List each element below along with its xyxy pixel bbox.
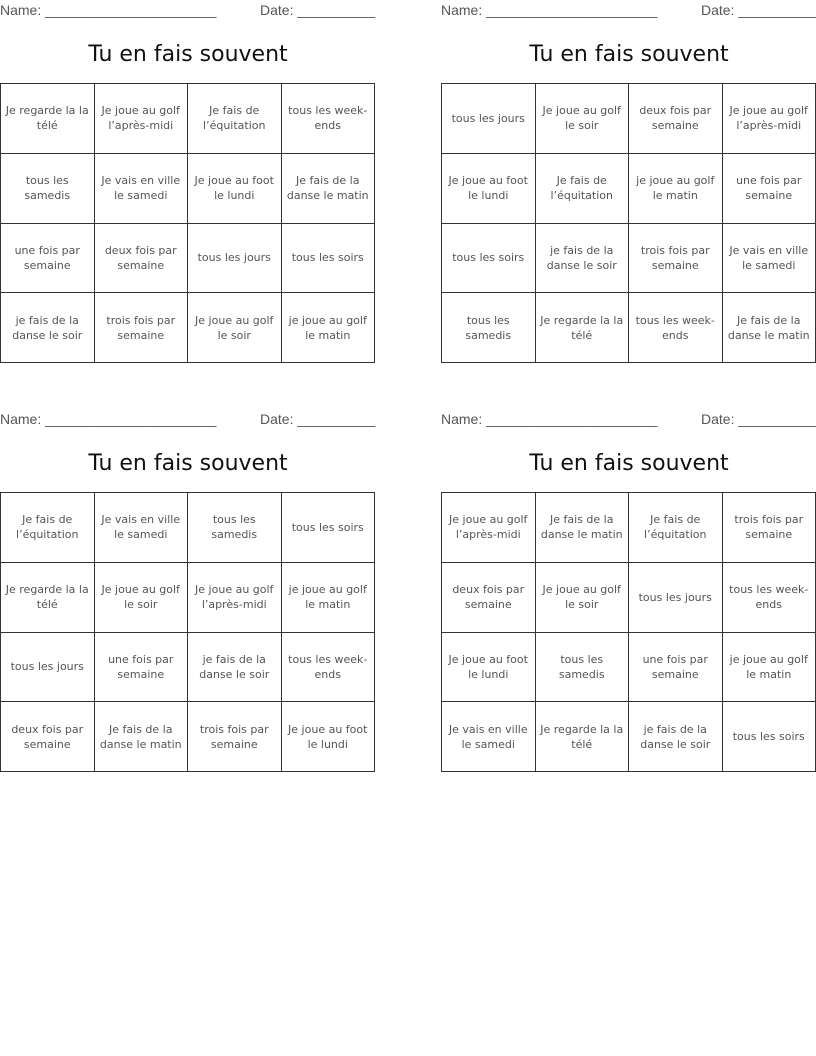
bingo-cell: je joue au golf le matin [282,563,376,633]
bingo-cell: Je joue au golf le soir [188,293,282,363]
bingo-cell: Je fais de la danse le matin [95,702,189,772]
bingo-cell: Je regarde la la télé [536,293,630,363]
bingo-cell: Je joue au golf l’après-midi [95,84,189,154]
card-title: Tu en fais souvent [529,451,729,476]
bingo-cell: Je joue au foot le lundi [442,154,536,224]
card-title: Tu en fais souvent [88,451,288,476]
bingo-cell: une fois par semaine [723,154,816,224]
bingo-cell: Je joue au golf le soir [95,563,189,633]
bingo-cell: tous les jours [1,633,95,703]
bingo-cell: une fois par semaine [95,633,189,703]
bingo-cell: Je joue au golf l’après-midi [442,493,536,563]
bingo-cell: tous les jours [629,563,723,633]
bingo-cell: je joue au golf le matin [723,633,816,703]
bingo-cell: Je joue au golf le soir [536,563,630,633]
bingo-cell: Je fais de la danse le matin [282,154,376,224]
bingo-cell: je fais de la danse le soir [629,702,723,772]
name-field-label: Name: ______________________ [441,411,658,427]
bingo-grid [0,492,375,772]
card-title: Tu en fais souvent [88,42,288,67]
card-title: Tu en fais souvent [529,42,729,67]
bingo-cell: tous les soirs [282,493,376,563]
date-field-label: Date: __________ [701,411,816,427]
bingo-card [0,409,376,781]
bingo-cell: tous les samedis [188,493,282,563]
bingo-cell: Je vais en ville le samedi [95,493,189,563]
bingo-card [441,0,816,372]
name-field-label: Name: ______________________ [441,2,658,18]
name-date-header [441,2,816,20]
name-field-label: Name: ______________________ [0,411,217,427]
date-field-label: Date: __________ [260,411,376,427]
bingo-card [0,0,376,372]
bingo-cell: je joue au golf le matin [629,154,723,224]
bingo-cell: tous les samedis [442,293,536,363]
bingo-cell: Je regarde la la télé [536,702,630,772]
bingo-cell: tous les jours [442,84,536,154]
date-field-label: Date: __________ [701,2,816,18]
name-date-header [0,2,376,20]
bingo-grid [0,83,375,363]
bingo-cell: tous les week-ends [282,84,376,154]
bingo-cell: Je vais en ville le samedi [95,154,189,224]
bingo-cell: deux fois par semaine [1,702,95,772]
date-field-label: Date: __________ [260,2,376,18]
bingo-cell: tous les week-ends [723,563,816,633]
bingo-cell: trois fois par semaine [629,224,723,294]
bingo-cell: Je regarde la la télé [1,563,95,633]
bingo-cell: Je joue au golf l’après-midi [723,84,816,154]
bingo-cell: une fois par semaine [1,224,95,294]
bingo-cell: tous les jours [188,224,282,294]
bingo-cell: je fais de la danse le soir [536,224,630,294]
bingo-cell: Je fais de la danse le matin [536,493,630,563]
bingo-cell: trois fois par semaine [95,293,189,363]
bingo-cell: Je joue au golf l’après-midi [188,563,282,633]
bingo-cell: Je fais de la danse le matin [723,293,816,363]
bingo-card [441,409,816,781]
bingo-cell: trois fois par semaine [723,493,816,563]
bingo-grid [441,83,816,363]
bingo-cell: tous les week-ends [282,633,376,703]
bingo-cell: Je fais de l’équitation [1,493,95,563]
bingo-cell: Je joue au foot le lundi [442,633,536,703]
bingo-cell: tous les soirs [442,224,536,294]
bingo-cell: Je joue au golf le soir [536,84,630,154]
bingo-cell: Je fais de l’équitation [536,154,630,224]
bingo-cell: Je joue au foot le lundi [188,154,282,224]
bingo-cell: Je fais de l’équitation [629,493,723,563]
bingo-cell: tous les samedis [536,633,630,703]
bingo-grid [441,492,816,772]
bingo-cell: Je fais de l’équitation [188,84,282,154]
bingo-cell: tous les samedis [1,154,95,224]
bingo-cell: deux fois par semaine [95,224,189,294]
bingo-cell: une fois par semaine [629,633,723,703]
bingo-cell: Je vais en ville le samedi [442,702,536,772]
bingo-cell: deux fois par semaine [442,563,536,633]
bingo-cell: Je vais en ville le samedi [723,224,816,294]
bingo-cell: tous les soirs [282,224,376,294]
bingo-cell: tous les soirs [723,702,816,772]
bingo-cell: Je regarde la la télé [1,84,95,154]
name-date-header [0,411,376,429]
bingo-cell: deux fois par semaine [629,84,723,154]
bingo-cell: je fais de la danse le soir [1,293,95,363]
bingo-cell: tous les week-ends [629,293,723,363]
bingo-cell: trois fois par semaine [188,702,282,772]
name-date-header [441,411,816,429]
name-field-label: Name: ______________________ [0,2,217,18]
bingo-cell: Je joue au foot le lundi [282,702,376,772]
bingo-cell: je joue au golf le matin [282,293,376,363]
bingo-cell: je fais de la danse le soir [188,633,282,703]
